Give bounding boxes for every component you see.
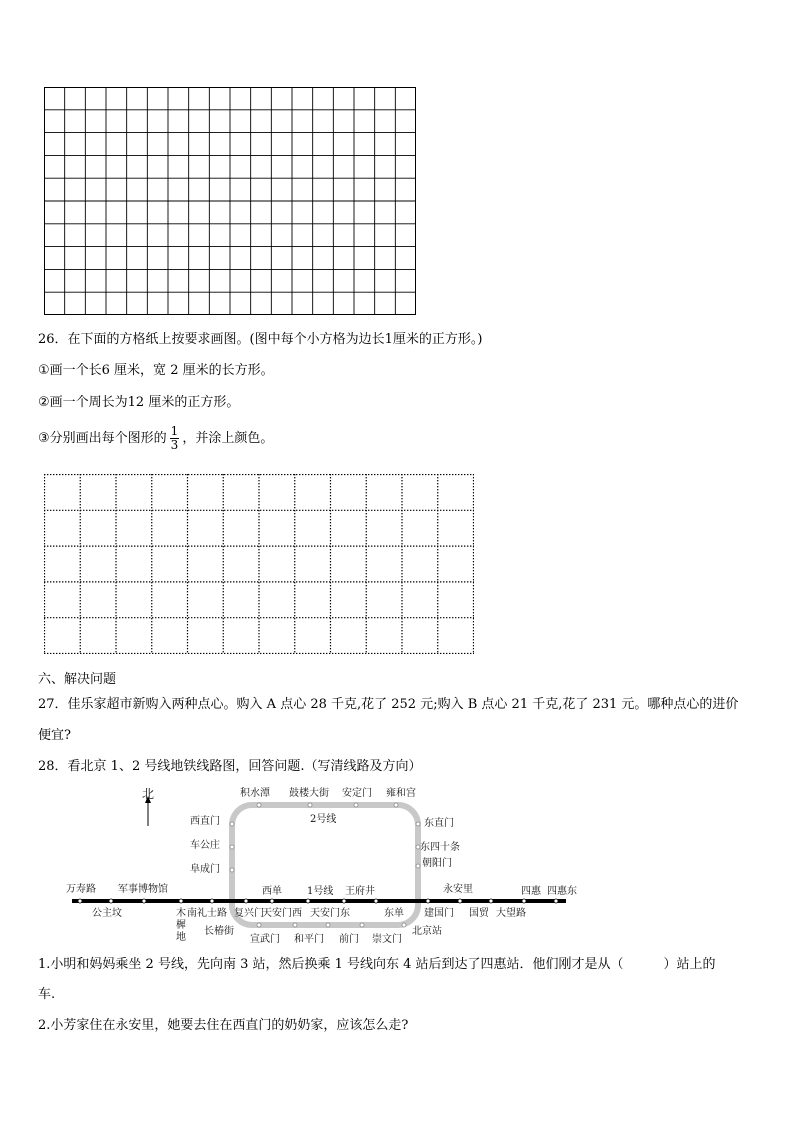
item-1-marker: ① — [38, 363, 50, 378]
station-sihui-dong: 四惠东 — [547, 886, 577, 897]
fraction-numerator: 1 — [170, 424, 179, 438]
station-fuxingmen: 复兴门 — [234, 908, 264, 919]
item-2-marker: ② — [38, 395, 50, 410]
grid-paper-dotted — [44, 474, 474, 654]
question-28-1-line-2: 车. — [38, 987, 56, 1002]
station-xidan: 西单 — [262, 886, 282, 897]
station-military-museum: 军事博物馆 — [118, 884, 168, 895]
station-fuchengmen: 阜成门 — [190, 864, 220, 875]
item-3-text-before: 分别画出每个图形的 — [49, 431, 167, 446]
station-muxidi-3: 地 — [176, 932, 186, 943]
section-heading: 六、解决问题 — [38, 672, 117, 687]
question-26-item-1 — [38, 362, 274, 380]
question-28-1-text-after: ）站上的 — [663, 957, 716, 972]
station-qianmen: 前门 — [339, 934, 359, 945]
station-nanlishilu: 南礼士路 — [187, 908, 227, 919]
line-2-label: 2号线 — [310, 814, 337, 825]
station-chaoyangmen: 朝阳门 — [422, 858, 452, 869]
station-dongdan: 东单 — [384, 908, 404, 919]
question-28-1-text-before: 1.小明和妈妈乘坐 2 号线，先向南 3 站，然后换乘 1 号线向东 4 站后到达了四惠站．他们刚才是从（ — [38, 957, 624, 972]
item-2-text: 画一个周长为12 厘米的正方形。 — [49, 395, 240, 410]
question-28-2: 2.小芳家住在永安里，她要去住在西直门的奶奶家，应该怎么走? — [38, 1018, 409, 1033]
station-muxidi-1: 木 — [176, 908, 186, 919]
station-jishuitan: 积水潭 — [240, 788, 270, 799]
station-tiananmen-east: 天安门东 — [310, 908, 350, 919]
question-26-item-3 — [38, 424, 273, 454]
station-dongzhimen: 东直门 — [424, 818, 454, 829]
station-chongwenmen: 崇文门 — [372, 934, 402, 945]
grid-paper-solid — [44, 87, 416, 315]
fraction-denominator: 3 — [170, 438, 179, 452]
item-3-marker: ③ — [38, 431, 50, 446]
line-1-label: 1号线 — [307, 886, 334, 897]
question-28-1 — [38, 956, 716, 974]
station-hepingmen: 和平门 — [294, 934, 324, 945]
station-muxidi-2: 樨 — [176, 920, 186, 931]
station-guomao: 国贸 — [469, 908, 489, 919]
subway-map — [66, 784, 586, 946]
station-yonghegong: 雍和宫 — [386, 788, 416, 799]
question-26-item-2 — [38, 394, 239, 412]
station-yonganli: 永安里 — [443, 884, 473, 895]
question-27-line-2: 便宜? — [38, 728, 71, 743]
station-changchunjie: 长椿街 — [204, 926, 234, 937]
question-26-title: 26．在下面的方格纸上按要求画图。(图中每个小方格为边长1厘米的正方形。) — [38, 332, 483, 347]
station-gongzhufen: 公主坟 — [92, 908, 122, 919]
question-27-line-1: 27．佳乐家超市新购入两种点心。购入 A 点心 28 千克,花了 252 元;购入 B 点心 21 千克,花了 231 元。哪种点心的进价 — [38, 697, 739, 712]
station-xizhimen: 西直门 — [190, 816, 220, 827]
station-chegongzhuang: 车公庄 — [190, 840, 220, 851]
station-dongsi-shitiao: 东四十条 — [420, 842, 460, 853]
fraction-one-third — [170, 425, 180, 452]
station-tiananmen-west: 天安门西 — [262, 908, 302, 919]
station-dawanglu: 大望路 — [496, 908, 526, 919]
station-xuanwumen: 宣武门 — [250, 934, 280, 945]
north-label: 北 — [142, 787, 155, 801]
station-sihui: 四惠 — [521, 886, 541, 897]
station-gulou-dajie: 鼓楼大街 — [289, 788, 329, 799]
station-wanshoulu: 万寿路 — [66, 884, 96, 895]
item-1-text: 画一个长6 厘米，宽 2 厘米的长方形。 — [49, 363, 274, 378]
question-28-title: 28．看北京 1、2 号线地铁线路图，回答问题.（写清线路及方向） — [38, 759, 422, 774]
station-andingmen: 安定门 — [342, 788, 372, 799]
station-jianguomen: 建国门 — [424, 908, 454, 919]
station-beijing-zhan: 北京站 — [412, 926, 442, 937]
item-3-text-after: ，并涂上颜色。 — [182, 431, 274, 446]
station-wangfujing: 王府井 — [345, 886, 375, 897]
